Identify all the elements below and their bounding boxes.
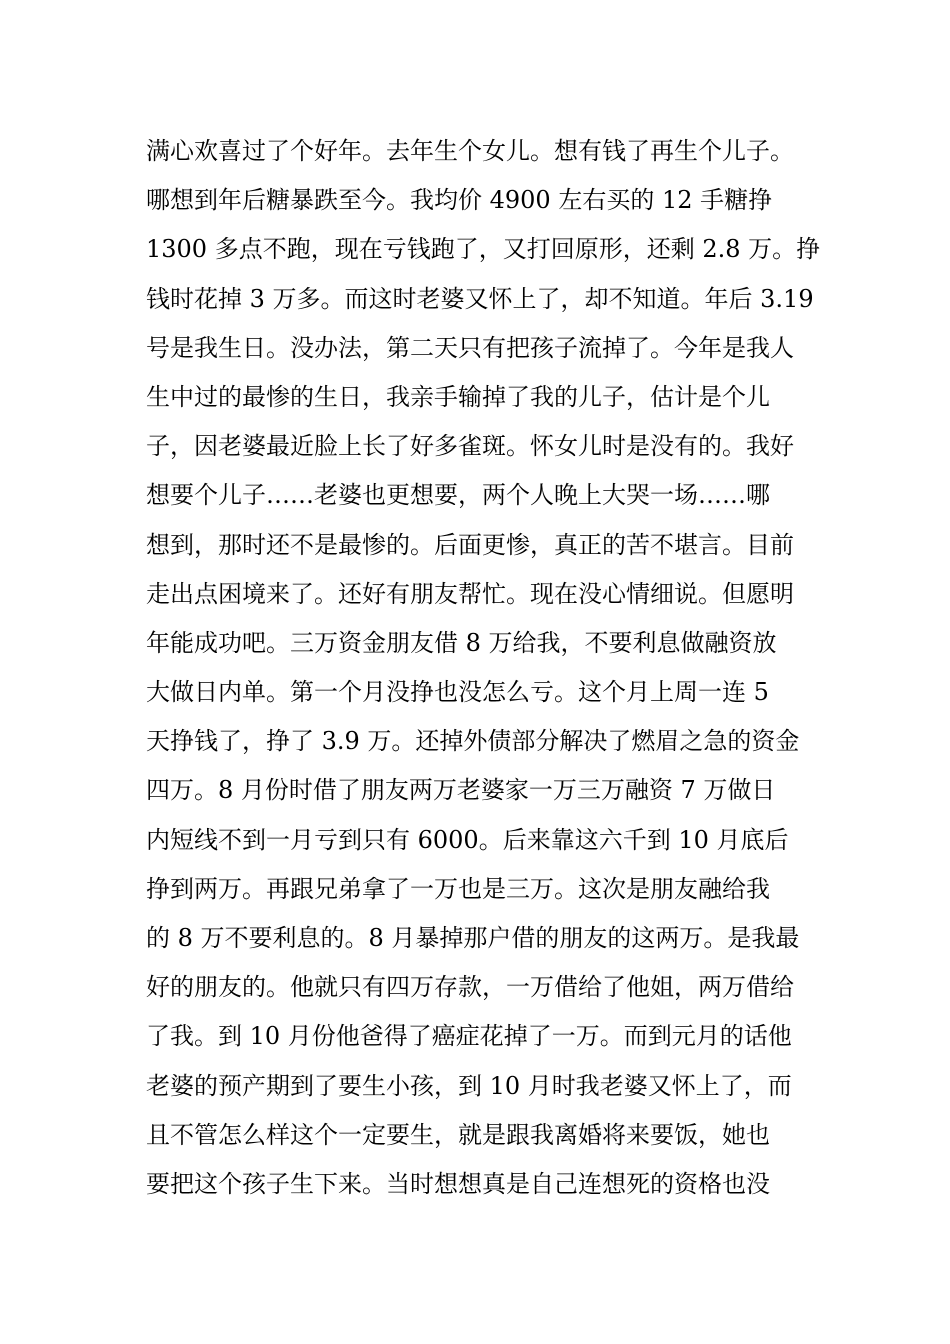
text-line: 四万。8 月份时借了朋友两万老婆家一万三万融资 7 万做日 bbox=[146, 776, 776, 805]
text-line: 年能成功吧。三万资金朋友借 8 万给我，不要利息做融资放 bbox=[146, 628, 777, 657]
text-line: 想要个儿子……老婆也更想要，两个人晚上大哭一场……哪 bbox=[146, 481, 770, 510]
text-line: 走出点困境来了。还好有朋友帮忙。现在没心情细说。但愿明 bbox=[146, 579, 794, 608]
text-line: 要把这个孩子生下来。当时想想真是自己连想死的资格也没 bbox=[146, 1169, 770, 1198]
body-text bbox=[146, 127, 821, 1209]
text-line: 大做日内单。第一个月没挣也没怎么亏。这个月上周一连 5 bbox=[146, 678, 769, 707]
text-line: 且不管怎么样这个一定要生，就是跟我离婚将来要饭，她也 bbox=[146, 1120, 770, 1149]
text-line: 了我。到 10 月份他爸得了癌症花掉了一万。而到元月的话他 bbox=[146, 1022, 792, 1051]
text-line: 天挣钱了，挣了 3.9 万。还掉外债部分解决了燃眉之急的资金 bbox=[146, 727, 800, 756]
text-line: 老婆的预产期到了要生小孩，到 10 月时我老婆又怀上了，而 bbox=[146, 1071, 792, 1100]
text-line: 子，因老婆最近脸上长了好多雀斑。怀女儿时是没有的。我好 bbox=[146, 432, 794, 461]
text-line: 哪想到年后糖暴跌至今。我均价 4900 左右买的 12 手糖挣 bbox=[146, 186, 773, 215]
text-line: 钱时花掉 3 万多。而这时老婆又怀上了，却不知道。年后 3.19 bbox=[146, 284, 814, 313]
text-line: 生中过的最惨的生日，我亲手输掉了我的儿子，估计是个儿 bbox=[146, 382, 770, 411]
text-line: 好的朋友的。他就只有四万存款，一万借给了他姐，两万借给 bbox=[146, 973, 794, 1002]
text-line: 号是我生日。没办法，第二天只有把孩子流掉了。今年是我人 bbox=[146, 333, 794, 362]
text-line: 挣到两万。再跟兄弟拿了一万也是三万。这次是朋友融给我 bbox=[146, 874, 770, 903]
text-line: 1300 多点不跑，现在亏钱跑了，又打回原形，还剩 2.8 万。挣 bbox=[146, 235, 821, 264]
text-line: 的 8 万不要利息的。8 月暴掉那户借的朋友的这两万。是我最 bbox=[146, 924, 800, 952]
text-line: 内短线不到一月亏到只有 6000。后来靠这六千到 10 月底后 bbox=[146, 825, 789, 854]
text-line: 想到，那时还不是最惨的。后面更惨，真正的苦不堪言。目前 bbox=[146, 530, 794, 559]
text-line: 满心欢喜过了个好年。去年生个女儿。想有钱了再生个儿子。 bbox=[146, 137, 794, 165]
